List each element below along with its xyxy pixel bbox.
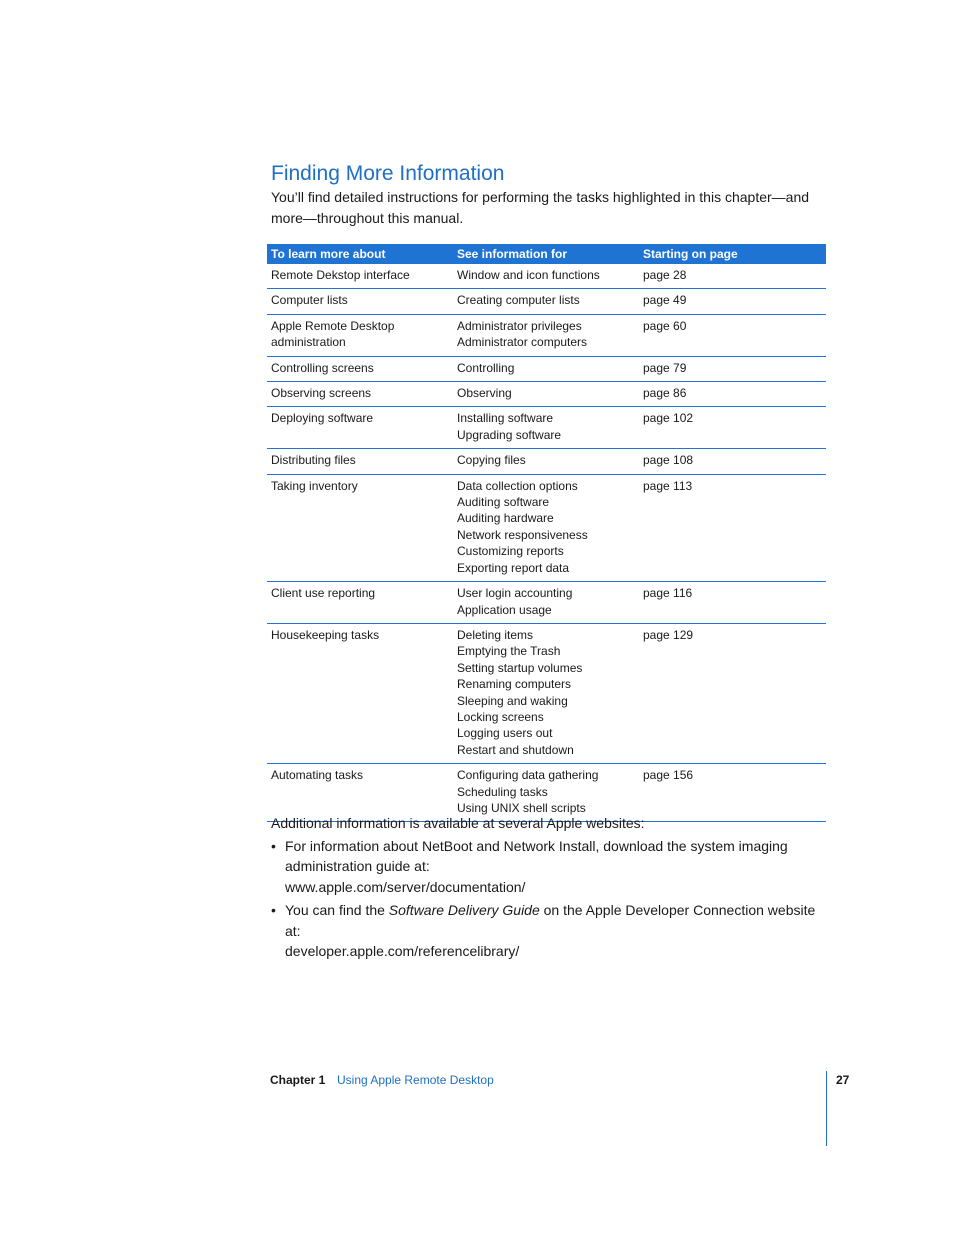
page-cell: page 86 <box>639 382 826 407</box>
page-cell: page 156 <box>639 764 826 822</box>
info-cell <box>453 623 639 763</box>
page-cell: page 79 <box>639 356 826 381</box>
footer-divider <box>826 1071 827 1146</box>
table-row <box>267 356 826 381</box>
table-row <box>267 582 826 624</box>
intro-paragraph: You’ll find detailed instructions for performing the tasks highlighted in this chapter—and more—throughout this manual. <box>271 189 810 226</box>
additional-info <box>271 813 816 962</box>
table-row <box>267 314 826 356</box>
info-item: Exporting report data <box>457 560 570 575</box>
table-row <box>267 449 826 474</box>
info-item: Setting startup volumes <box>457 660 583 675</box>
topic-cell: Distributing files <box>267 449 453 474</box>
info-item: Customizing reports <box>457 544 564 559</box>
info-item: User login accounting <box>457 586 573 601</box>
info-item: Copying files <box>457 453 526 468</box>
table-row <box>267 264 826 289</box>
reference-table <box>267 244 826 822</box>
page-cell: page 129 <box>639 623 826 763</box>
page-number: 27 <box>836 1073 850 1087</box>
info-cell <box>453 474 639 581</box>
info-item: Sleeping and waking <box>457 693 568 708</box>
bullet-text-pre: You can find the <box>285 902 389 918</box>
info-item: Upgrading software <box>457 427 562 442</box>
info-item: Deleting items <box>457 627 534 642</box>
table-row <box>267 474 826 581</box>
topic-cell: Remote Dekstop interface <box>267 264 453 289</box>
info-cell <box>453 314 639 356</box>
info-item: Installing software <box>457 411 554 426</box>
info-item: Window and icon functions <box>457 268 600 282</box>
info-cell <box>453 356 639 381</box>
topic-cell: Client use reporting <box>267 582 453 624</box>
bullet-icon: • <box>271 837 276 854</box>
info-item: Locking screens <box>457 709 544 724</box>
info-item: Application usage <box>457 602 552 617</box>
page-cell: page 28 <box>639 264 826 289</box>
reference-library-link[interactable]: developer.apple.com/referencelibrary/ <box>285 943 520 959</box>
info-item: Creating computer lists <box>457 293 580 308</box>
info-cell <box>453 264 639 289</box>
section-heading: Finding More Information <box>271 162 505 185</box>
info-item: Renaming computers <box>457 677 572 692</box>
bullet-text-post: on the Apple Developer Connection website at: <box>285 902 816 939</box>
info-item: Restart and shutdown <box>457 742 574 757</box>
info-cell <box>453 449 639 474</box>
info-item: Auditing hardware <box>457 511 554 526</box>
info-item: Observing <box>457 386 512 401</box>
page-cell: page 102 <box>639 407 826 449</box>
table-header-row <box>267 244 826 264</box>
header-learn-more: To learn more about <box>267 244 453 264</box>
topic-cell: Controlling screens <box>267 356 453 381</box>
topic-cell: Apple Remote Desktop administration <box>267 314 453 356</box>
info-item: Emptying the Trash <box>457 644 561 659</box>
topic-cell: Taking inventory <box>267 474 453 581</box>
table-row <box>267 623 826 763</box>
table-row <box>267 289 826 314</box>
page-cell: page 49 <box>639 289 826 314</box>
info-item: Scheduling tasks <box>457 784 548 799</box>
topic-cell: Deploying software <box>267 407 453 449</box>
website-list <box>271 836 816 962</box>
info-item: Administrator privileges <box>457 318 582 333</box>
page-cell: page 60 <box>639 314 826 356</box>
page-cell: page 108 <box>639 449 826 474</box>
list-item <box>271 836 816 898</box>
bullet-text: For information about NetBoot and Network Install, download the system imaging administration guide at: <box>285 837 788 874</box>
topic-cell: Housekeeping tasks <box>267 623 453 763</box>
topic-cell: Observing screens <box>267 382 453 407</box>
info-cell <box>453 407 639 449</box>
info-item: Administrator computers <box>457 335 588 350</box>
info-item: Using UNIX shell scripts <box>457 800 586 815</box>
info-cell <box>453 582 639 624</box>
footer-chapter-label: Chapter 1 <box>270 1073 326 1087</box>
footer-chapter-title[interactable]: Using Apple Remote Desktop <box>337 1073 494 1087</box>
info-item: Auditing software <box>457 495 550 510</box>
header-see-info: See information for <box>453 244 639 264</box>
info-item: Configuring data gathering <box>457 768 599 783</box>
bullet-icon: • <box>271 902 276 918</box>
info-cell <box>453 289 639 314</box>
info-item: Data collection options <box>457 478 578 493</box>
page-cell: page 113 <box>639 474 826 581</box>
info-item: Network responsiveness <box>457 527 588 542</box>
table-row <box>267 407 826 449</box>
topic-cell: Computer lists <box>267 289 453 314</box>
info-item: Controlling <box>457 360 515 375</box>
info-cell <box>453 382 639 407</box>
list-item <box>271 900 816 962</box>
info-item: Logging users out <box>457 726 553 741</box>
table-body <box>267 264 826 822</box>
table-row <box>267 382 826 407</box>
page-cell: page 116 <box>639 582 826 624</box>
guide-title: Software Delivery Guide <box>388 902 540 918</box>
additional-lead: Additional information is available at several Apple websites: <box>271 815 645 831</box>
header-starting-page: Starting on page <box>639 244 826 264</box>
topic-cell: Automating tasks <box>267 764 453 822</box>
server-documentation-link[interactable]: www.apple.com/server/documentation/ <box>285 878 526 895</box>
